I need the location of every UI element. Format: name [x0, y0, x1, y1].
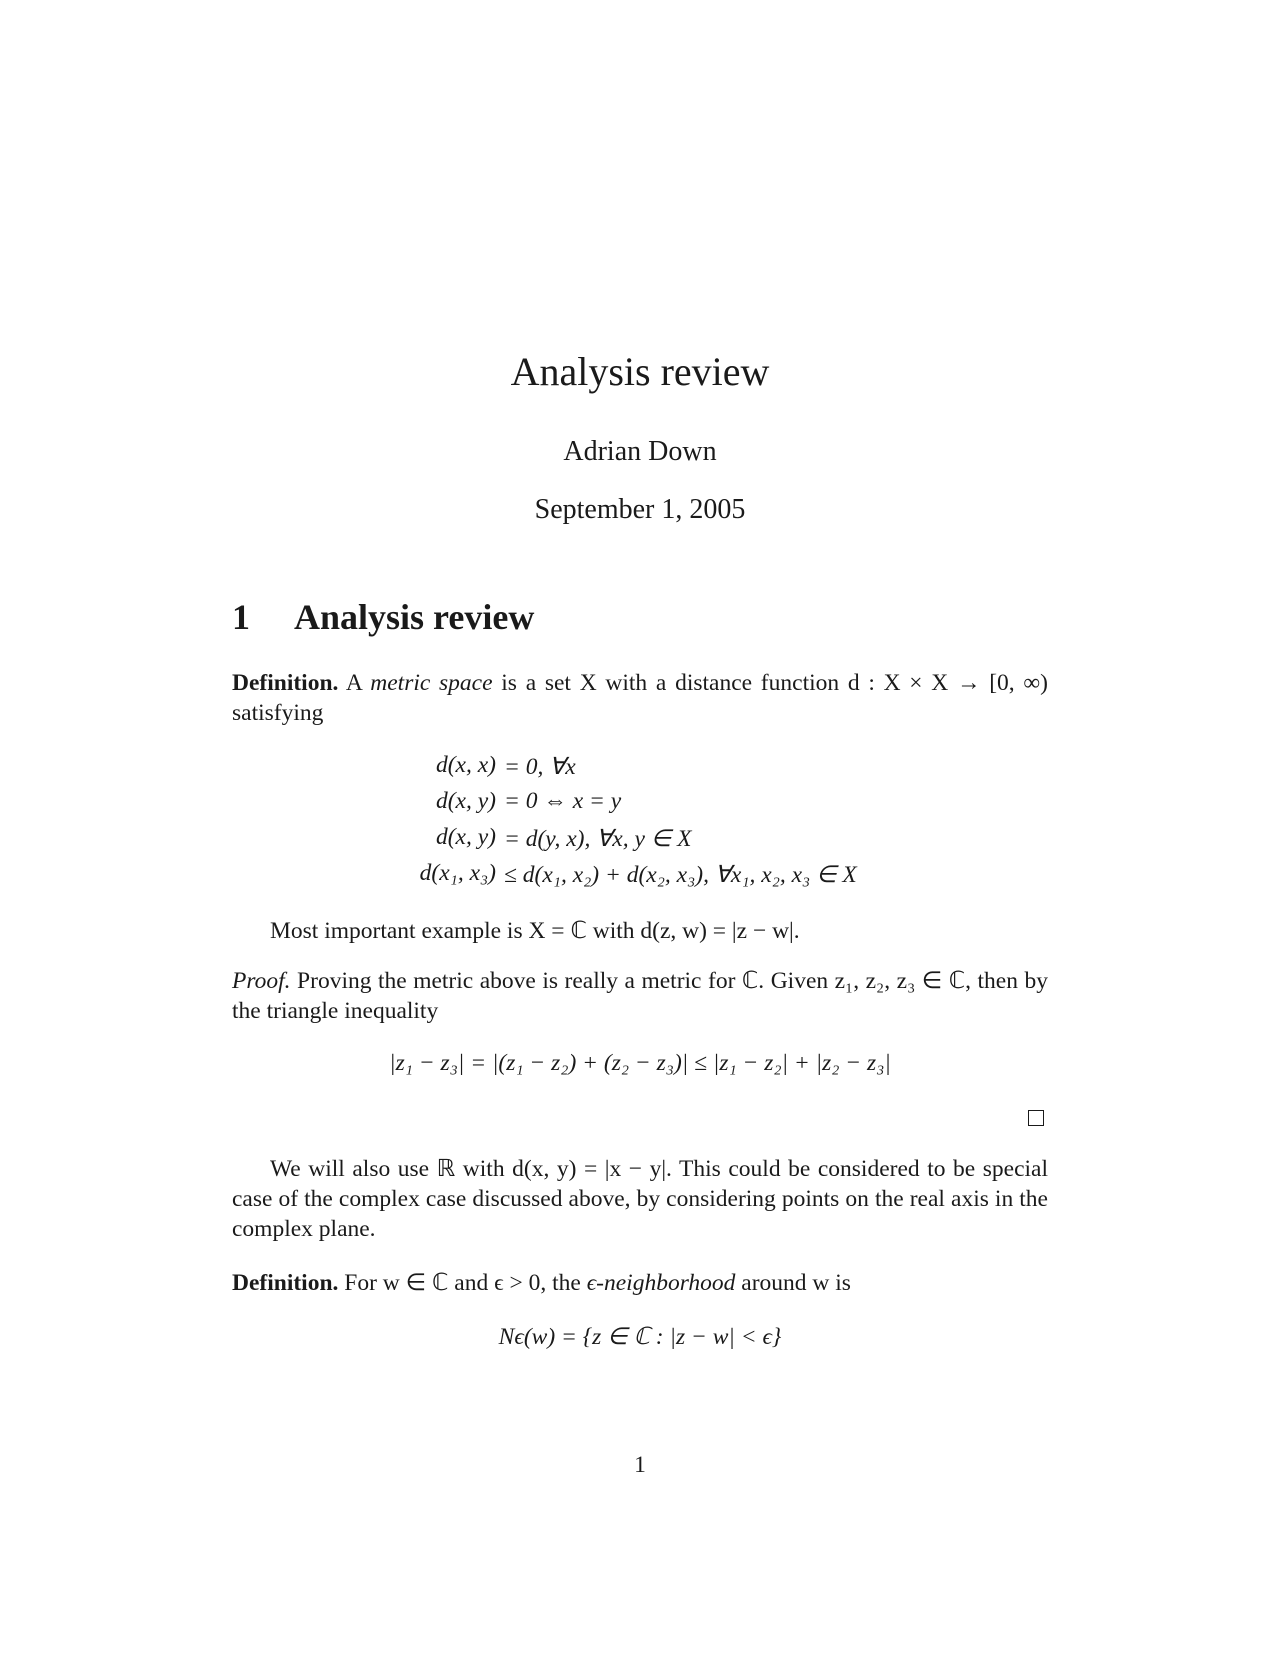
equation-rhs: = d(y, x), ∀x, y ∈ X [504, 826, 692, 852]
proof-paragraph [232, 966, 1048, 1026]
qed-box-icon [1028, 1110, 1044, 1126]
equation-rhs: ≤ d(x₁, x₂) + d(x₂, x₃), ∀x₁, x₂, x₃ ∈ X [504, 862, 857, 888]
definition-text-2: around w is [735, 1270, 851, 1296]
document-title: Analysis review [510, 349, 770, 394]
equation-rhs: = 0, ∀x [504, 754, 576, 780]
section-number: 1 [232, 597, 250, 637]
page-number: 1 [634, 1452, 646, 1478]
definition-text-1: A [338, 670, 371, 696]
document-author: Adrian Down [563, 436, 717, 467]
document-date: September 1, 2005 [534, 494, 746, 525]
definition-text-2: is a set X with a distance function d : X × X → [0, ∞) satisfying [232, 670, 1048, 726]
definition-label: Definition. [232, 1270, 339, 1296]
definition-term: metric space [370, 670, 493, 696]
definition-text-1: For w ∈ ℂ and ϵ > 0, the [338, 1270, 587, 1296]
proof-label: Proof. [232, 968, 291, 994]
equation-lhs: d(x, y) [435, 824, 496, 850]
example-paragraph: Most important example is X = ℂ with d(z, w) = |z − w|. [270, 918, 800, 944]
definition-label: Definition. [232, 670, 339, 696]
reals-paragraph: We will also use ℝ with d(x, y) = |x − y|. This could be considered to be special case of the complex case discussed above, by considering points on the real axis in the complex plane. [232, 1156, 1048, 1242]
section-title: Analysis review [294, 597, 535, 637]
definition-term: ϵ-neighborhood [586, 1270, 736, 1296]
definition-neighborhood [232, 1268, 1048, 1298]
neighborhood-equation: Nϵ(w) = {z ∈ ℂ : |z − w| < ϵ} [498, 1324, 782, 1350]
triangle-inequality-equation: |z₁ − z₃| = |(z₁ − z₂) + (z₂ − z₃)| ≤ |z₁ − z₂| + |z₂ − z₃| [389, 1050, 891, 1076]
definition-metric-space [232, 668, 1048, 728]
equation-lhs: d(x, y) [435, 788, 496, 814]
equation-lhs: d(x₁, x₃) [419, 860, 496, 886]
equation-rhs: = 0 ⇔ x = y [504, 788, 622, 814]
section-heading [232, 596, 534, 638]
equation-lhs: d(x, x) [435, 752, 496, 778]
proof-text: Proving the metric above is really a metric for ℂ. Given z₁, z₂, z₃ ∈ ℂ, then by the triangle inequality [232, 968, 1048, 1024]
